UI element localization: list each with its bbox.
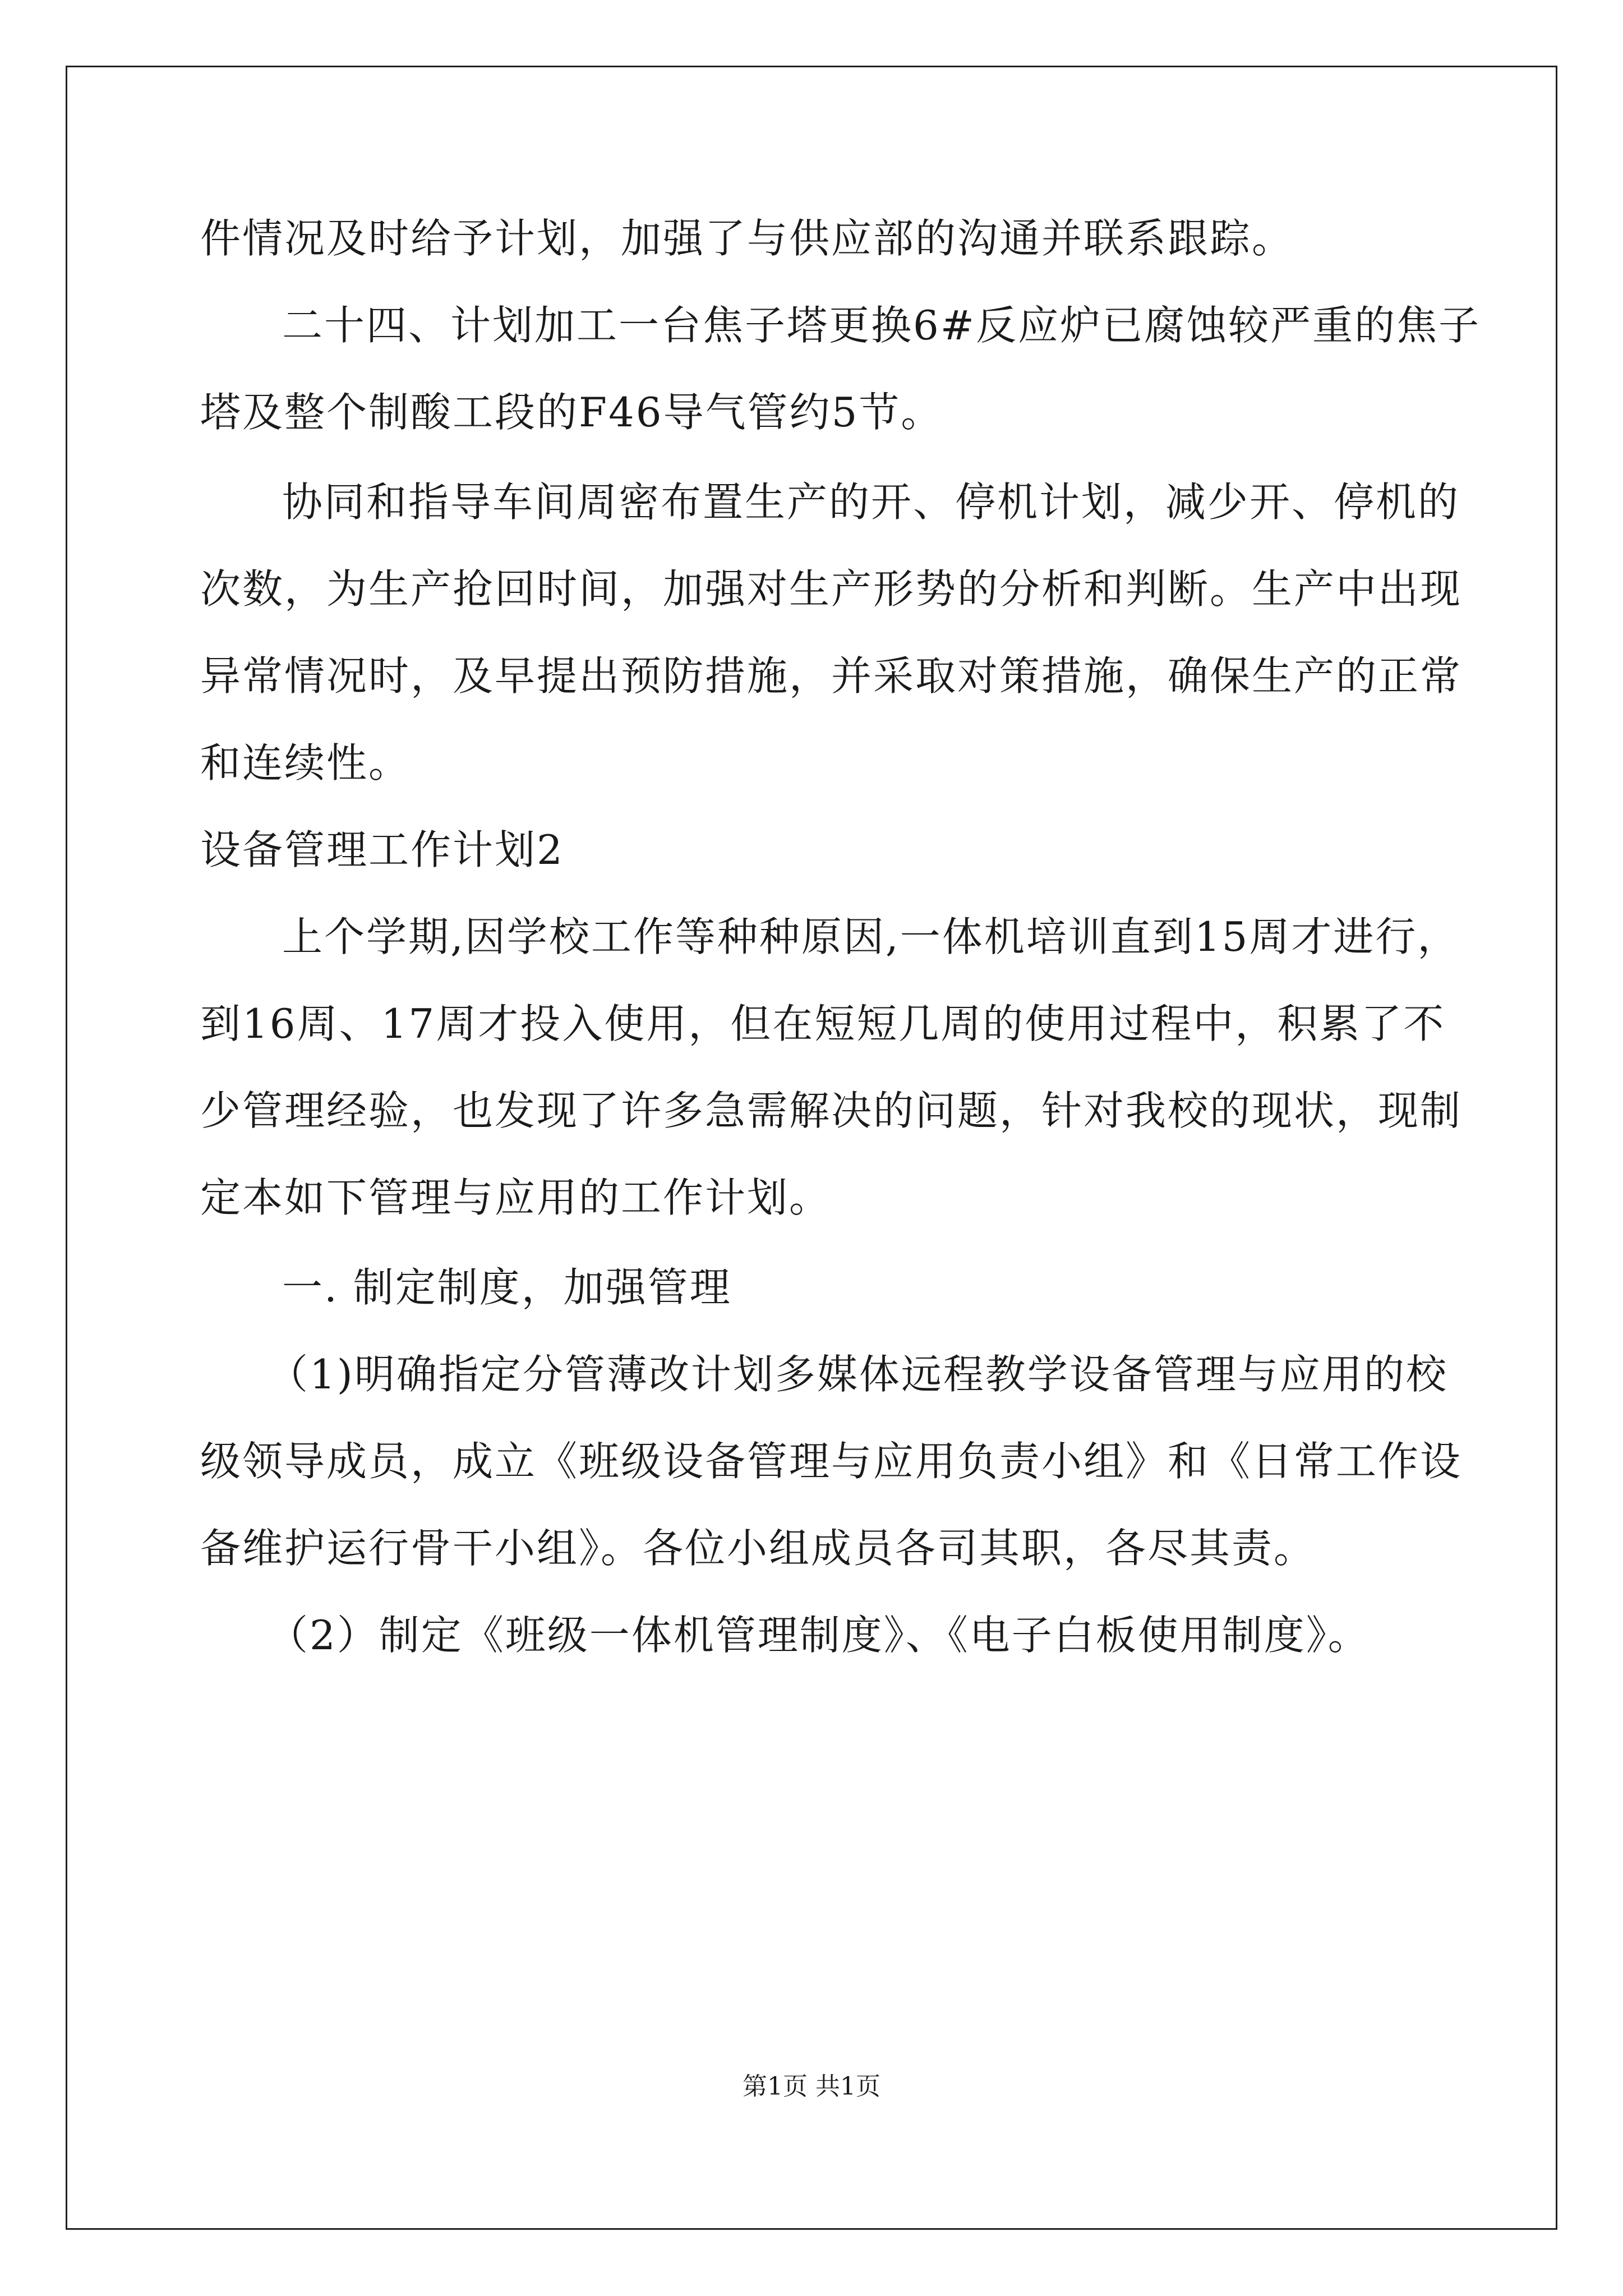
text-line: 备维护运行骨干小组》。各位小组成员各司其职，各尽其责。	[200, 1525, 1316, 1572]
text-line: 少管理经验，也发现了许多急需解决的问题，针对我校的现状，现制	[200, 1087, 1463, 1134]
text-line: （1)明确指定分管薄改计划多媒体远程教学设备管理与应用的校	[268, 1351, 1448, 1398]
text-line: 异常情况时，及早提出预防措施，并采取对策措施，确保生产的正常	[200, 652, 1463, 700]
text-line: 二十四、计划加工一台焦子塔更换6#反应炉已腐蚀较严重的焦子	[282, 302, 1481, 349]
text-line: 级领导成员，成立《班级设备管理与应用负责小组》和《日常工作设	[200, 1438, 1463, 1485]
page-number: 第1页 共1页	[743, 2072, 880, 2101]
subheading: 一. 制定制度，加强管理	[282, 1264, 732, 1311]
text-line: 次数，为生产抢回时间，加强对生产形势的分析和判断。生产中出现	[200, 565, 1463, 613]
text-line: （2）制定《班级一体机管理制度》、《电子白板使用制度》。	[268, 1612, 1370, 1659]
text-line: 上个学期,因学校工作等种种原因,一体机培训直到15周才进行，	[282, 913, 1460, 960]
text-line: 协同和指导车间周密布置生产的开、停机计划，减少开、停机的	[282, 478, 1460, 526]
section-heading: 设备管理工作计划2	[200, 826, 564, 873]
text-line: 塔及整个制酸工段的F46导气管约5节。	[200, 389, 943, 436]
text-line: 定本如下管理与应用的工作计划。	[200, 1174, 832, 1221]
text-line: 和连续性。	[200, 739, 411, 786]
text-line: 到16周、17周才投入使用，但在短短几周的使用过程中，积累了不	[200, 1000, 1446, 1047]
text-line: 件情况及时给予计划，加强了与供应部的沟通并联系跟踪。	[200, 215, 1294, 262]
